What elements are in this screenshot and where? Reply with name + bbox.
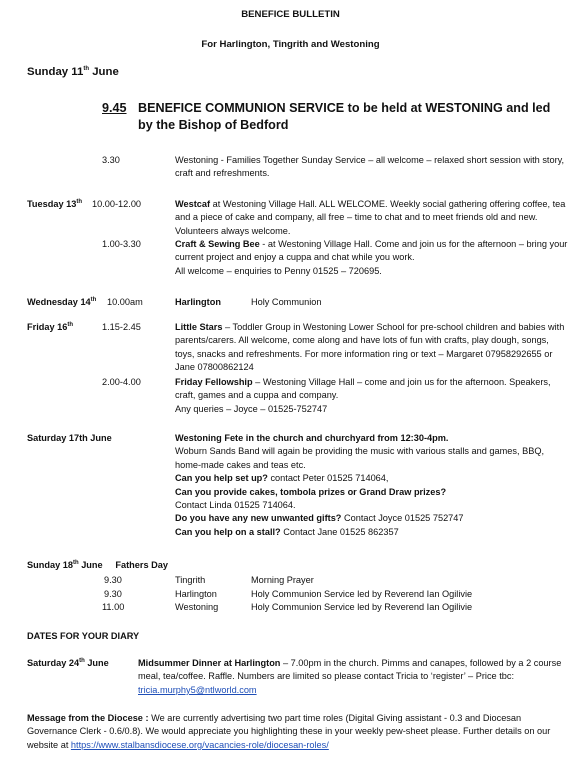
fete-contact: Contact Joyce 01525 752747	[341, 513, 464, 524]
saturday-17-heading: Saturday 17th June	[27, 433, 112, 443]
sunday-18-heading	[27, 559, 168, 572]
service-place: Westoning	[175, 602, 219, 612]
diary-date	[27, 657, 109, 670]
event-name: Craft & Sewing Bee	[175, 239, 260, 249]
day-label: Friday 16	[27, 322, 68, 332]
event-details: – Westoning Village Hall – come and join us for the afternoon. Speakers, craft, games and a cuppa and company.	[175, 377, 551, 401]
service-name: Holy Communion Service led by Reverend Ian Ogilivie	[251, 589, 473, 599]
fete-question: Can you help set up?	[175, 473, 268, 484]
service-time: 11.00	[102, 602, 125, 612]
diocese-label: Message from the Diocese :	[27, 713, 149, 723]
day-label: Wednesday 14	[27, 297, 91, 307]
service-name: Holy Communion Service led by Reverend Ian Ogilivie	[251, 602, 473, 612]
diary-heading: DATES FOR YOUR DIARY	[27, 631, 140, 641]
event-time: 2.00-4.00	[102, 377, 141, 387]
wednesday-14-heading	[27, 296, 96, 309]
email-link[interactable]: tricia.murphy5@ntlworld.com	[138, 684, 257, 695]
event-details: – Toddler Group in Westoning Lower School for pre-school children and babies with parents/carers. All welcome, come along and have lots of fun with crafts, play dough, songs, toys, snacks and refreshments. For more information ring or text – Margaret 07958292655 or Jane 07800862124	[175, 322, 565, 373]
main-service-text: BENEFICE COMMUNION SERVICE to be held at WESTONING and led by the Bishop of Bedford	[138, 101, 551, 132]
fete-contact: Contact Jane 01525 862357	[280, 526, 399, 537]
fete-contact: contact Peter 01525 714064,	[267, 473, 389, 484]
day-label: Tuesday 13	[27, 199, 77, 209]
event-description	[175, 238, 568, 278]
event-time: 1.15-2.45	[102, 322, 141, 332]
service-time: 9.30	[104, 575, 122, 585]
day-label: Saturday 24	[27, 658, 80, 668]
ordinal-suffix: th	[67, 321, 74, 328]
ordinal-suffix: th	[79, 657, 85, 664]
event-time: 10.00-12.00	[92, 199, 142, 209]
diocese-text: We are currently advertising two part time roles (Digital Giving assistant - 0.3 and Diocesan Governance Clerk - 0.6/0.8). We would appreciate you highlighting these in your weekly pew-sheet please. Further details on our website at	[27, 713, 551, 750]
fete-contact: Contact Linda 01525 714064.	[175, 500, 296, 511]
fete-question: Can you provide cakes, tombola prizes or Grand Draw prizes?	[175, 486, 447, 497]
diary-event-details: – 7.00pm in the church. Pimms and canapes, followed by a 2 course meal, tea/coffee. Raffle. Numbers are limited so please contact Tricia to ‘register’ – Price tbc:	[138, 658, 562, 682]
event-description	[175, 376, 568, 416]
fete-heading: Westoning Fete in the church and churchyard from 12:30-4pm.	[175, 433, 449, 443]
month-label: June	[84, 658, 109, 668]
event-time: 3.30	[102, 155, 120, 165]
day-label: Sunday 11	[27, 66, 84, 78]
fete-details: Woburn Sands Band will again be providing the music with various stalls and games, BBQ, home-made cakes and teas etc.	[175, 446, 545, 470]
ordinal-suffix: th	[90, 296, 97, 303]
fete-description	[175, 432, 570, 539]
event-description	[175, 321, 568, 375]
ordinal-suffix: th	[76, 198, 83, 205]
event-contact: Any queries – Joyce – 01525-752747	[175, 403, 328, 414]
event-contact: All welcome – enquiries to Penny 01525 – 720695.	[175, 265, 382, 276]
event-name: Westcaf	[175, 199, 211, 209]
tuesday-13-heading	[27, 198, 82, 211]
event-description	[175, 198, 568, 238]
service-place: Tingrith	[175, 575, 206, 585]
day-label: Sunday 18	[27, 560, 73, 570]
bulletin-subtitle: For Harlington, Tingrith and Westoning	[201, 39, 380, 50]
main-service-time: 9.45	[102, 101, 127, 115]
event-details: - at Westoning Village Hall. Come and join us for the afternoon – bring your current project and enjoy a cuppa and chat while you work.	[175, 239, 568, 263]
diocese-url-link[interactable]: https://www.stalbansdiocese.org/vacancies-role/diocesan-roles/	[70, 739, 329, 750]
event-place: Harlington	[175, 297, 221, 307]
event-name: Little Stars	[175, 322, 223, 332]
event-service: Holy Communion	[251, 297, 322, 307]
bulletin-title: BENEFICE BULLETIN	[241, 9, 340, 20]
month-label: June	[92, 66, 119, 78]
ordinal-suffix: th	[83, 66, 90, 73]
ordinal-suffix: th	[72, 559, 79, 566]
fete-question: Can you help on a stall?	[175, 526, 281, 537]
event-name: Friday Fellowship	[175, 377, 253, 387]
service-place: Harlington	[175, 589, 217, 599]
diary-event	[138, 657, 570, 697]
fete-question: Do you have any new unwanted gifts?	[175, 513, 342, 524]
diary-event-name: Midsummer Dinner at Harlington	[138, 658, 281, 668]
event-time: 1.00-3.30	[102, 239, 141, 249]
sunday-11-heading	[27, 66, 119, 79]
event-time: 10.00am	[107, 297, 143, 307]
event-details: at Westoning Village Hall. ALL WELCOME. Weekly social gathering offering coffee, tea and a piece of cake and company, all free – time to chat and to meet friends old and new. Volunteers always welcome.	[175, 199, 566, 236]
service-time: 9.30	[104, 589, 122, 599]
day-note: June Fathers Day	[78, 560, 168, 570]
diocese-message	[27, 712, 572, 752]
friday-16-heading	[27, 321, 73, 334]
service-name: Morning Prayer	[251, 575, 314, 585]
event-description: Westoning - Families Together Sunday Service – all welcome – relaxed short session with story, craft and refreshments.	[175, 155, 565, 179]
